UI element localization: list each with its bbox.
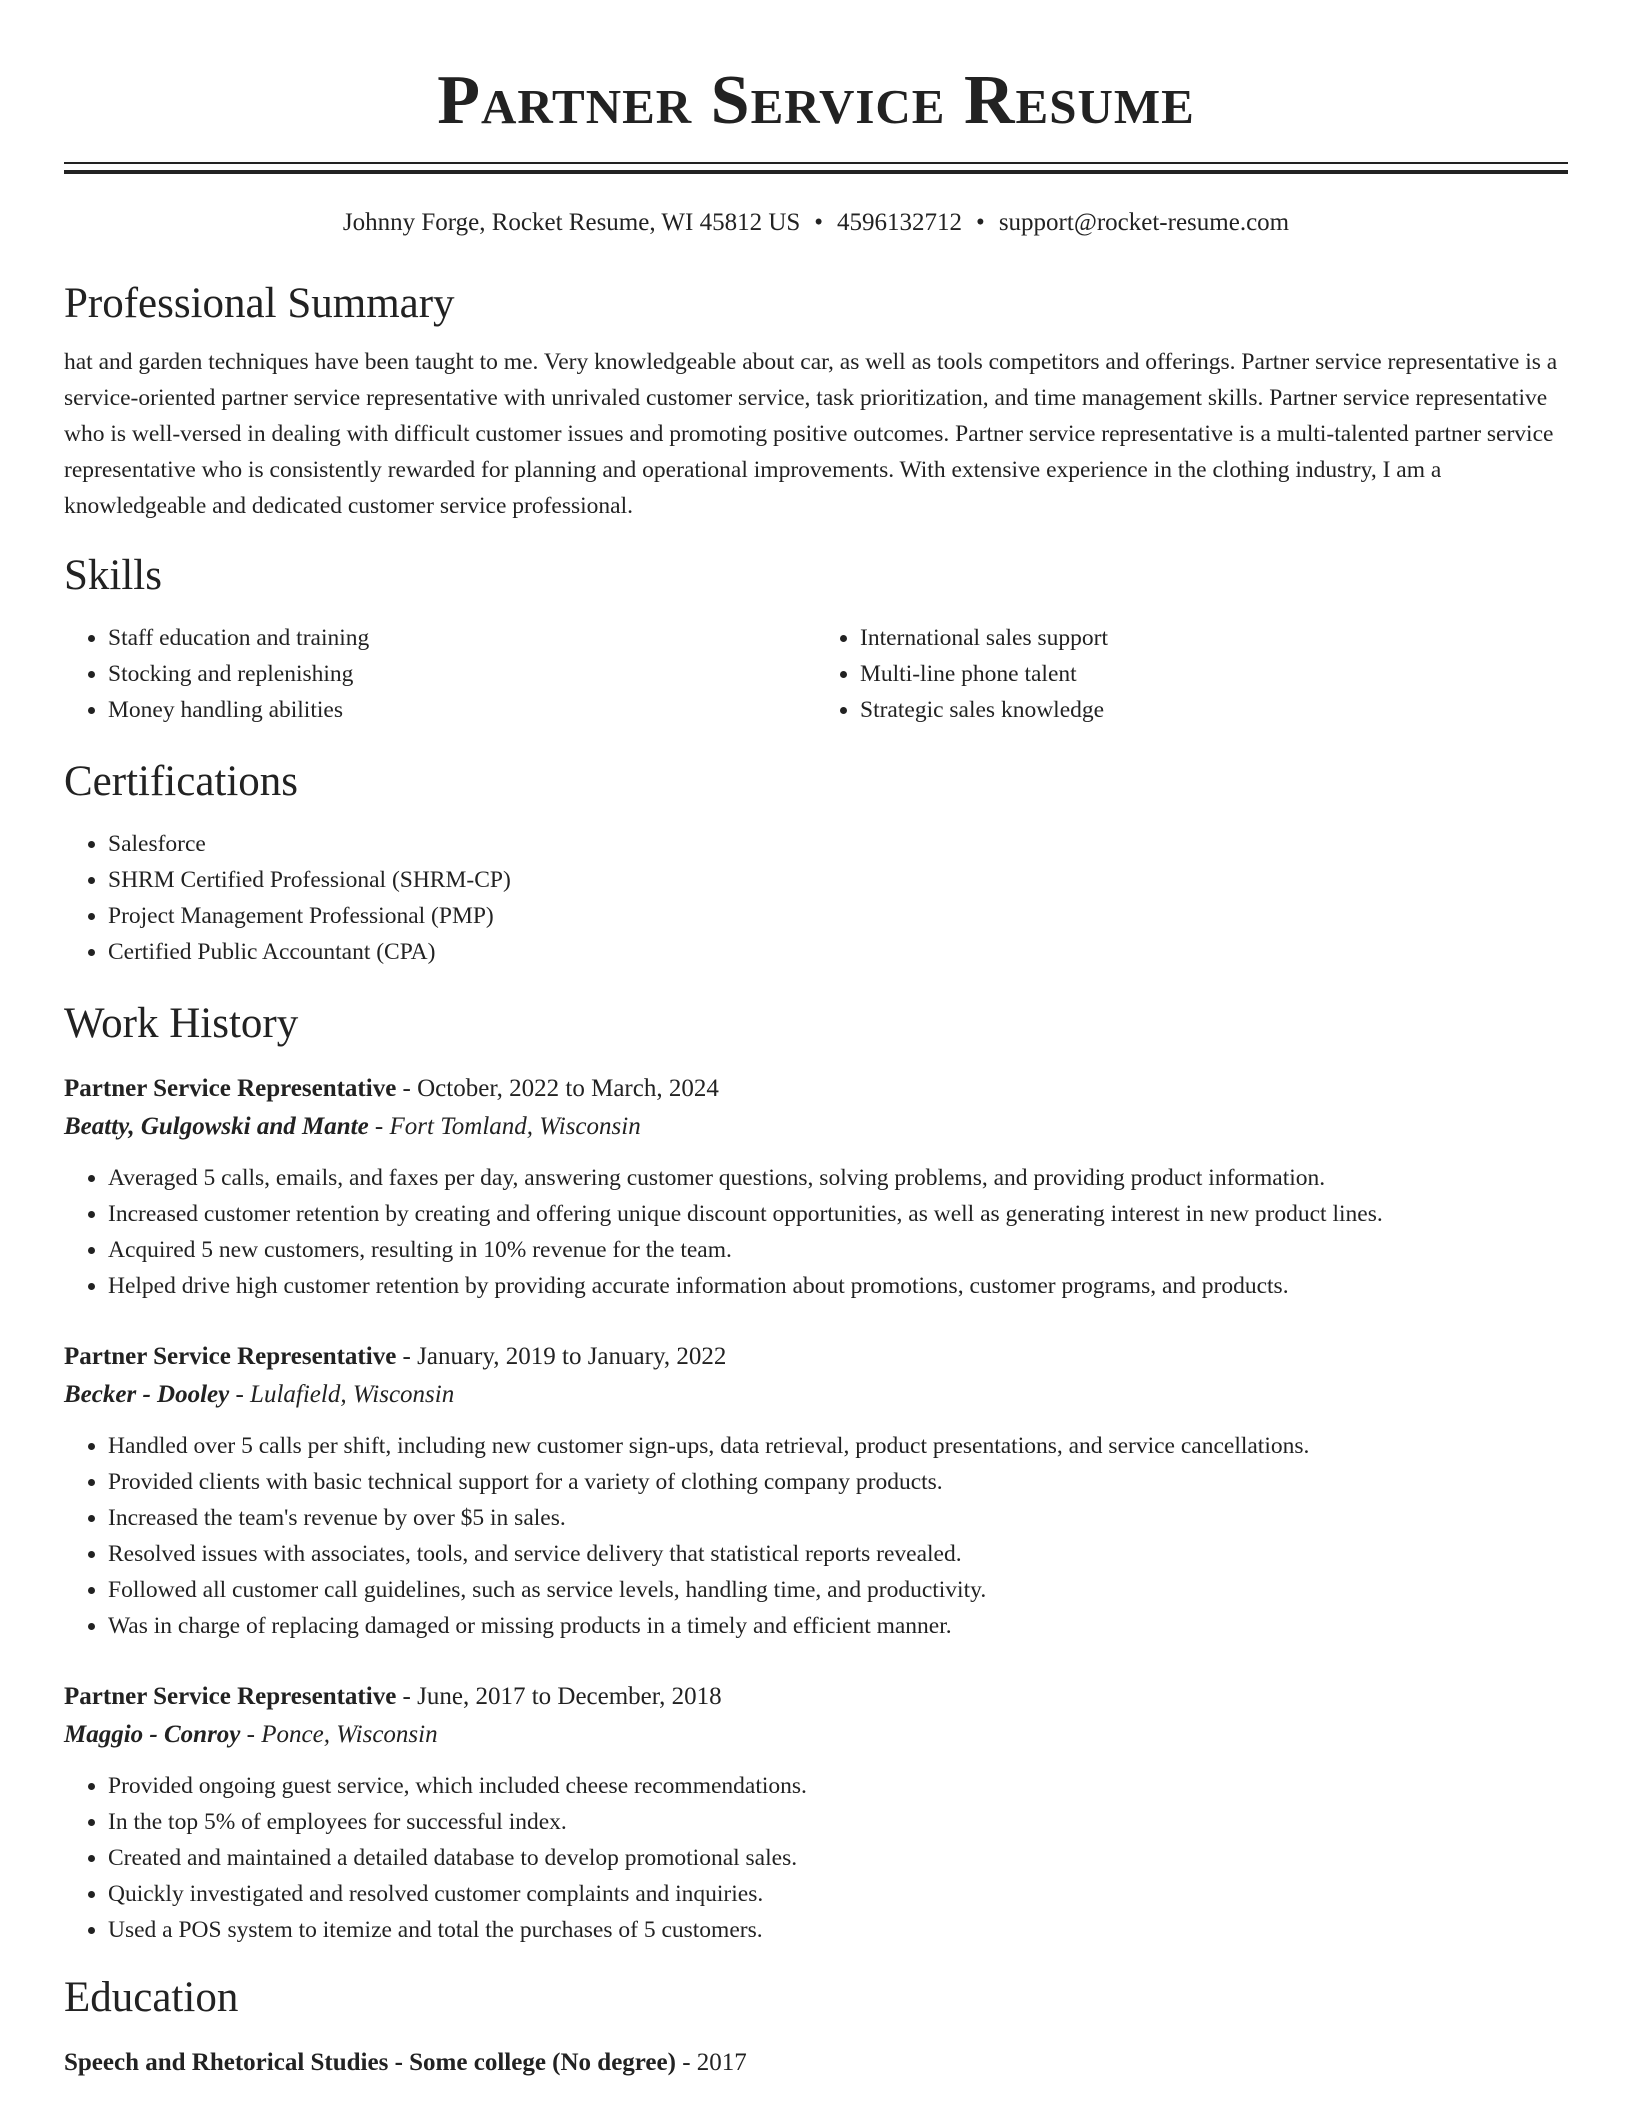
- job-entry: [64, 1070, 1568, 1304]
- job-location: - Lulafield, Wisconsin: [229, 1381, 455, 1408]
- job-company: Beatty, Gulgowski and Mante: [64, 1113, 369, 1140]
- certification-item: • Certified Public Accountant (CPA): [108, 934, 1568, 970]
- job-bullet: • Resolved issues with associates, tools, and service delivery that statistical reports revealed.: [108, 1536, 1568, 1572]
- job-company-line: [64, 1376, 1568, 1414]
- skills-list-right: [816, 620, 1568, 728]
- job-bullet: • Created and maintained a detailed database to develop promotional sales.: [108, 1840, 1568, 1876]
- contact-separator: •: [814, 209, 824, 236]
- skills-columns: [64, 620, 1568, 728]
- job-bullet: • Was in charge of replacing damaged or missing products in a timely and efficient manner.: [108, 1608, 1568, 1644]
- job-company-line: [64, 1716, 1568, 1754]
- job-dates: - October, 2022 to March, 2024: [396, 1075, 719, 1102]
- job-dates: - January, 2019 to January, 2022: [396, 1343, 727, 1370]
- contact-line: [64, 206, 1568, 240]
- certification-item: • Salesforce: [108, 826, 1568, 862]
- job-bullet: • Used a POS system to itemize and total the purchases of 5 customers.: [108, 1912, 1568, 1948]
- job-company: Maggio - Conroy: [64, 1721, 241, 1748]
- job-location: - Ponce, Wisconsin: [240, 1721, 438, 1748]
- skill-item: • Staff education and training: [108, 620, 816, 656]
- job-bullet: • Quickly investigated and resolved customer complaints and inquiries.: [108, 1876, 1568, 1912]
- contact-email: support@rocket-resume.com: [998, 209, 1290, 236]
- skill-item: • Money handling abilities: [108, 692, 816, 728]
- summary-text: hat and garden techniques have been taught to me. Very knowledgeable about car, as well as tools competitors and offerings. Partner service representative is a service-oriented partner service representative with unrivaled customer service, task prioritization, and time management skills. Partner service representative who is well-versed in dealing with difficult customer issues and promoting positive outcomes. Partner service representative is a multi-talented partner service representative who is consistently rewarded for planning and operational improvements. With extensive experience in the clothing industry, I am a knowledgeable and dedicated customer service professional.: [64, 349, 1558, 519]
- skill-item: • Strategic sales knowledge: [860, 692, 1568, 728]
- job-bullet: • Acquired 5 new customers, resulting in 10% revenue for the team.: [108, 1232, 1568, 1268]
- job-bullet: • Followed all customer call guidelines, such as service levels, handling time, and productivity.: [108, 1572, 1568, 1608]
- job-location: - Fort Tomland, Wisconsin: [368, 1113, 641, 1140]
- job-title: Partner Service Representative: [64, 1075, 397, 1102]
- certifications-list: [64, 826, 1568, 970]
- skills-list-left: [64, 620, 816, 728]
- certification-item: • Project Management Professional (PMP): [108, 898, 1568, 934]
- job-bullets: [64, 1428, 1568, 1644]
- education-year: - 2017: [675, 2049, 747, 2076]
- skills-heading: Skills: [64, 552, 162, 599]
- job-bullet: • Increased customer retention by creating and offering unique discount opportunities, as well as generating interest in new product lines.: [108, 1196, 1568, 1232]
- job-bullet: • Provided ongoing guest service, which included cheese recommendations.: [108, 1768, 1568, 1804]
- skill-item: • Stocking and replenishing: [108, 656, 816, 692]
- certifications-heading: Certifications: [64, 758, 299, 805]
- job-company-line: [64, 1108, 1568, 1146]
- education-heading: Education: [64, 1974, 239, 2021]
- education-degree: Speech and Rhetorical Studies - Some college (No degree): [64, 2049, 676, 2076]
- contact-separator: •: [976, 209, 985, 236]
- title-divider: [64, 162, 1568, 174]
- job-bullet: • Handled over 5 calls per shift, including new customer sign-ups, data retrieval, product presentations, and service cancellations.: [108, 1428, 1568, 1464]
- job-entry: [64, 1338, 1568, 1644]
- job-bullet: • Helped drive high customer retention by providing accurate information about promotions, customer programs, and products.: [108, 1268, 1568, 1304]
- job-bullet: • In the top 5% of employees for successful index.: [108, 1804, 1568, 1840]
- job-title-line: [64, 1678, 1568, 1716]
- contact-address: Johnny Forge, Rocket Resume, WI 45812 US: [342, 209, 801, 236]
- contact-phone: 4596132712: [837, 209, 963, 236]
- job-dates: - June, 2017 to December, 2018: [396, 1683, 722, 1710]
- skill-item: • International sales support: [860, 620, 1568, 656]
- summary-heading: Professional Summary: [64, 280, 455, 327]
- job-title: Partner Service Representative: [64, 1683, 397, 1710]
- page-title: Partner Service Resume: [437, 62, 1195, 139]
- job-bullet: • Provided clients with basic technical support for a variety of clothing company products.: [108, 1464, 1568, 1500]
- job-company: Becker - Dooley: [64, 1381, 230, 1408]
- job-bullet: • Increased the team's revenue by over $5 in sales.: [108, 1500, 1568, 1536]
- job-title-line: [64, 1070, 1568, 1108]
- job-bullets: [64, 1160, 1568, 1304]
- job-title: Partner Service Representative: [64, 1343, 397, 1370]
- skill-item: • Multi-line phone talent: [860, 656, 1568, 692]
- education-entry: [64, 2044, 1568, 2082]
- work-history-heading: Work History: [64, 1000, 299, 1047]
- job-title-line: [64, 1338, 1568, 1376]
- job-entry: [64, 1678, 1568, 1948]
- job-bullet: • Averaged 5 calls, emails, and faxes per day, answering customer questions, solving problems, and providing product information.: [108, 1160, 1568, 1196]
- certification-item: • SHRM Certified Professional (SHRM-CP): [108, 862, 1568, 898]
- job-bullets: [64, 1768, 1568, 1948]
